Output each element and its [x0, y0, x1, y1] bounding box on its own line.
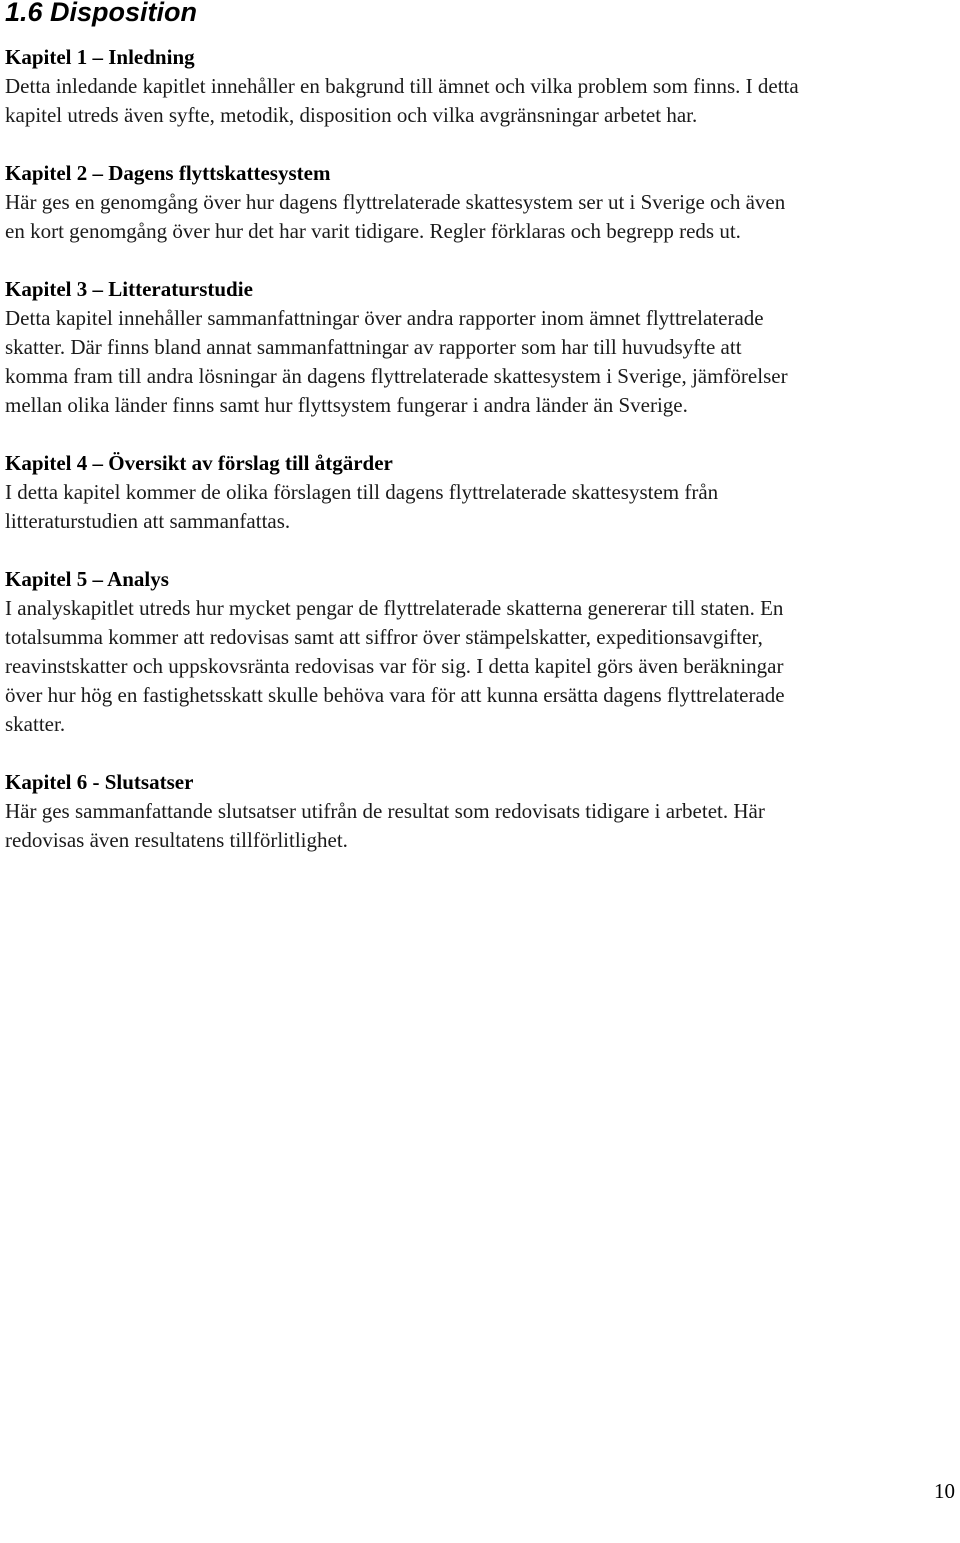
chapter-title: Kapitel 6 - Slutsatser: [5, 770, 194, 794]
chapter-text-line: skatter.: [5, 712, 66, 736]
chapter-text-line: Här ges sammanfattande slutsatser utifrån de resultat som redovisats tidigare i arbetet. Här: [5, 799, 765, 823]
page-number: 10: [934, 1479, 955, 1503]
chapter-title: Kapitel 2 – Dagens flyttskattesystem: [5, 161, 331, 185]
chapter-text-line: över hur hög en fastighetsskatt skulle behöva vara för att kunna ersätta dagens flyttrelaterade: [5, 683, 785, 707]
chapter-title: Kapitel 4 – Översikt av förslag till åtgärder: [5, 451, 393, 475]
chapter-text-line: I analyskapitlet utreds hur mycket pengar de flyttrelaterade skatterna genererar till staten. En: [5, 596, 784, 620]
chapter-title: Kapitel 5 – Analys: [5, 567, 169, 591]
chapter-text-line: Här ges en genomgång över hur dagens flyttrelaterade skattesystem ser ut i Sverige och även: [5, 190, 786, 214]
section-heading: 1.6 Disposition: [5, 0, 198, 27]
chapter-text-line: Detta kapitel innehåller sammanfattningar över andra rapporter inom ämnet flyttrelaterade: [5, 306, 764, 330]
chapter-4: [5, 449, 960, 536]
chapter-title: Kapitel 3 – Litteraturstudie: [5, 277, 253, 301]
chapter-5: [5, 565, 960, 739]
chapter-3: [5, 275, 960, 420]
chapter-2: [5, 159, 960, 246]
chapter-text-line: redovisas även resultatens tillförlitlighet.: [5, 828, 348, 852]
chapter-text-line: skatter. Där finns bland annat sammanfattningar av rapporter som har till huvudsyfte att: [5, 335, 742, 359]
chapter-text-line: en kort genomgång över hur det har varit tidigare. Regler förklaras och begrepp reds ut.: [5, 219, 741, 243]
chapter-text-line: litteraturstudien att sammanfattas.: [5, 509, 291, 533]
chapter-text-line: kapitel utreds även syfte, metodik, disposition och vilka avgränsningar arbetet har.: [5, 103, 698, 127]
chapter-text-line: totalsumma kommer att redovisas samt att siffror över stämpelskatter, expeditionsavgifter,: [5, 625, 763, 649]
chapter-1: [5, 43, 960, 130]
chapter-text-line: I detta kapitel kommer de olika förslagen till dagens flyttrelaterade skattesystem från: [5, 480, 719, 504]
chapter-text-line: komma fram till andra lösningar än dagens flyttrelaterade skattesystem i Sverige, jämförelser: [5, 364, 788, 388]
chapter-text-line: mellan olika länder finns samt hur flyttsystem fungerar i andra länder än Sverige.: [5, 393, 688, 417]
chapter-title: Kapitel 1 – Inledning: [5, 45, 195, 69]
chapter-list: [5, 43, 960, 884]
chapter-text-line: Detta inledande kapitlet innehåller en bakgrund till ämnet och vilka problem som finns. I detta: [5, 74, 799, 98]
chapter-text-line: reavinstskatter och uppskovsränta redovisas var för sig. I detta kapitel görs även beräkningar: [5, 654, 784, 678]
chapter-6: [5, 768, 960, 855]
